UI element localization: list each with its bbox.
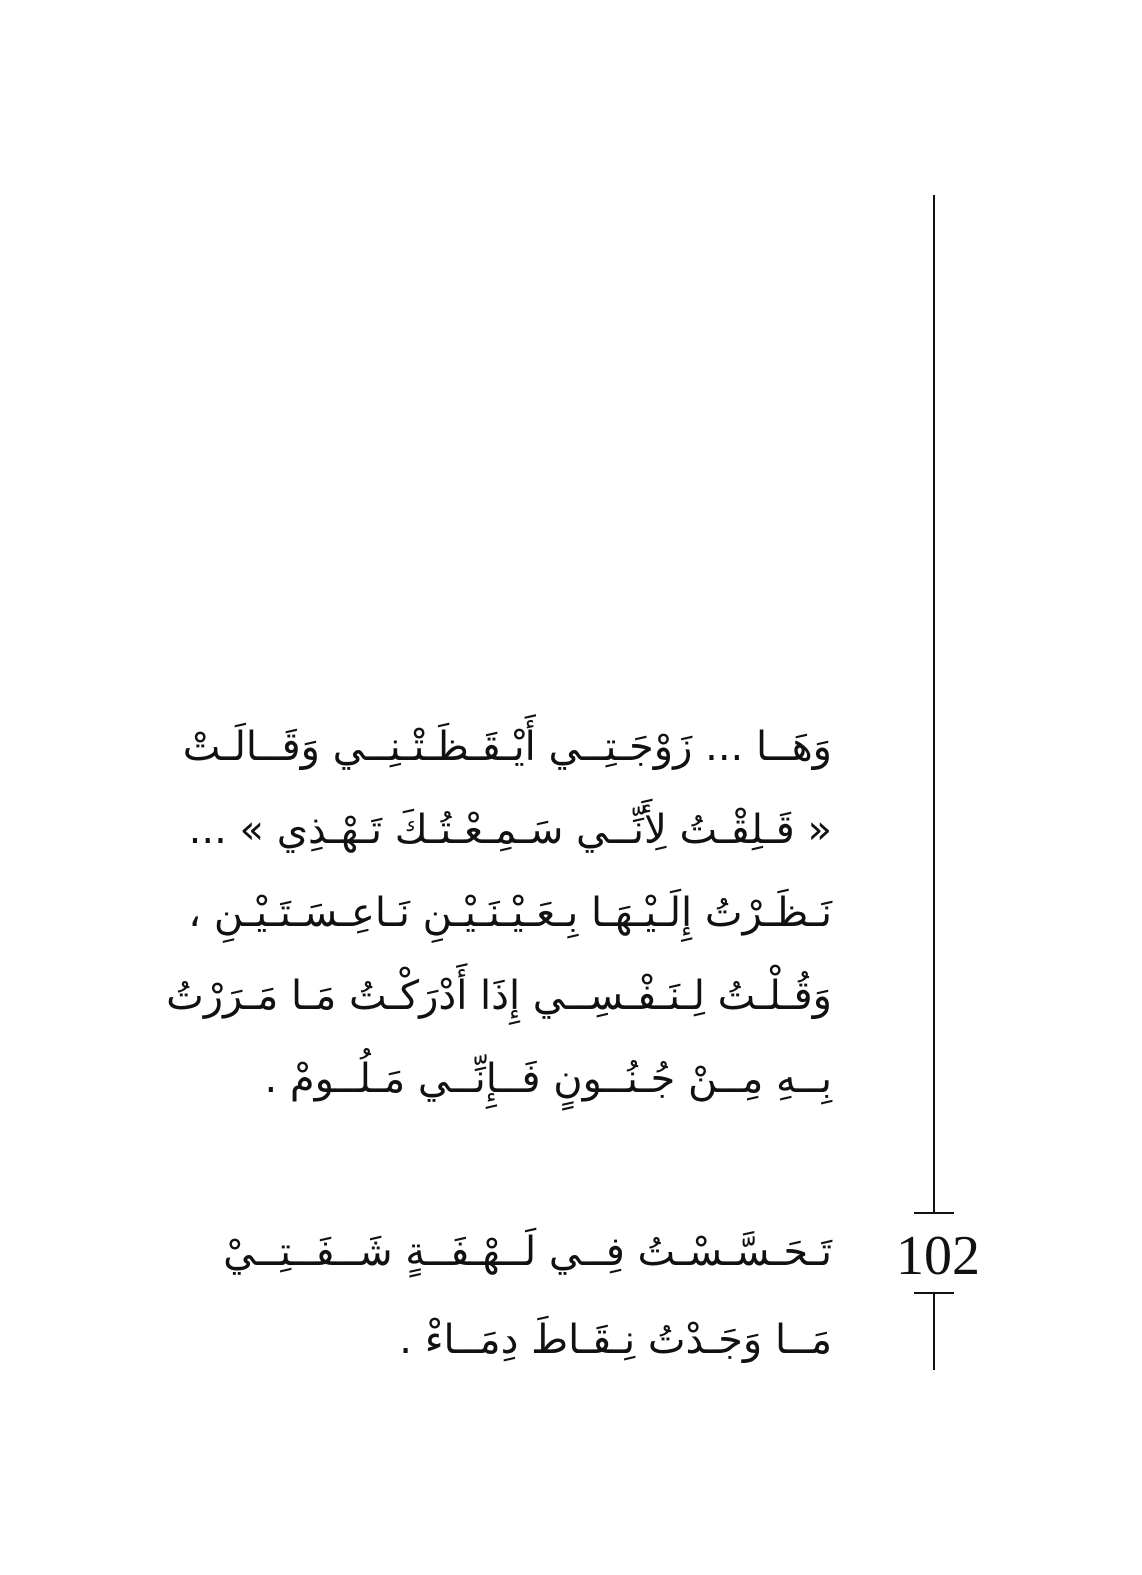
verse-line: نَـظَـرْتُ إِلَـيْـهَـا بِـعَـيْـنَـيْـنِ نَـاعِـسَـتَـيْـنِ ، <box>188 890 832 936</box>
verse-line: « قَـلِقْـتُ لِأَنِّــي سَـمِـعْـتُـكَ تَـهْـذِي » ... <box>188 807 832 853</box>
verse-line: مَــا وَجَـدْتُ نِـقَـاطَ دِمَــاءْ . <box>399 1317 832 1363</box>
verse-line: بِــهِ مِــنْ جُـنُــونٍ فَــإِنِّــي مَـلُــومْ . <box>264 1056 832 1102</box>
verse-line: وَهَــا ... زَوْجَـتِــي أَيْـقَـظَـتْـنِــي وَقَــالَـتْ <box>182 724 832 770</box>
margin-rule-bottom <box>933 1292 935 1370</box>
verse-line: تَـحَـسَّـسْـتُ فِــي لَــهْـفَــةٍ شَــفَــتِــيْ <box>223 1229 832 1275</box>
page-number-rule-top <box>914 1212 954 1214</box>
page-number: 102 <box>896 1225 980 1287</box>
margin-rule-top <box>933 195 935 1212</box>
verse-line: وَقُـلْـتُ لِـنَـفْـسِــي إِذَا أَدْرَكْـتُ مَـا مَـرَرْتُ <box>166 973 832 1019</box>
